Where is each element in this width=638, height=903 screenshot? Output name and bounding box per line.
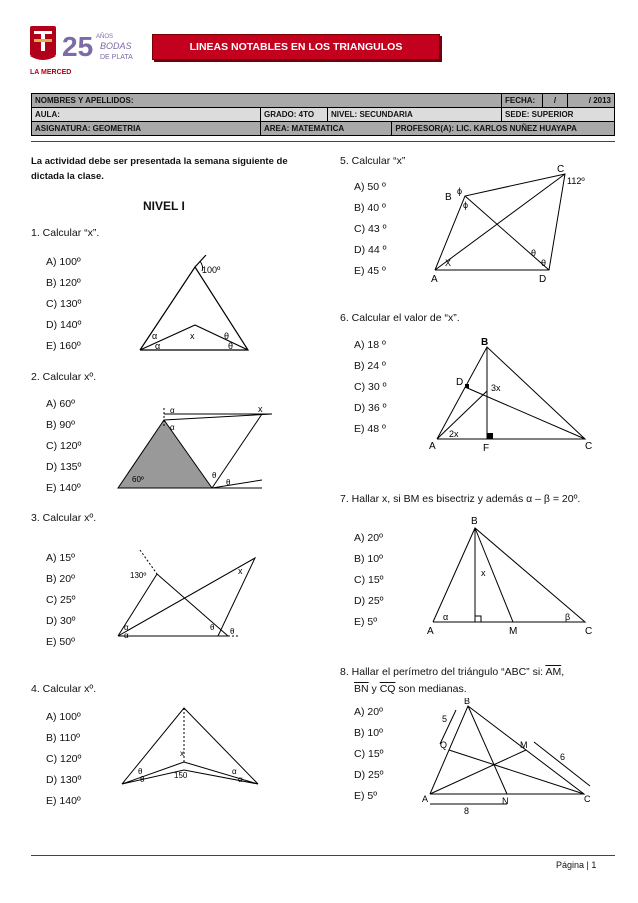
question-1: 1. Calcular “x”. <box>31 227 100 239</box>
svg-text:AÑOS: AÑOS <box>96 34 114 40</box>
svg-text:α: α <box>124 631 129 640</box>
svg-text:D: D <box>539 274 547 285</box>
svg-text:N: N <box>502 796 509 806</box>
page-separator: | <box>586 860 589 870</box>
q8-segment-cq: $\overline{CQ}$ <box>379 683 396 695</box>
q7-option-e[interactable]: E) 5º <box>354 616 378 628</box>
profesor-label: PROFESOR(A): LIC. KARLOS NUÑEZ HUAYAPA <box>392 122 615 136</box>
svg-text:A: A <box>429 441 436 452</box>
q5-option-b[interactable]: B) 40 º <box>354 202 386 214</box>
q6-option-a[interactable]: A) 18 º <box>354 339 386 351</box>
svg-text:C: C <box>557 164 565 175</box>
q3-option-e[interactable]: E) 50º <box>46 636 75 648</box>
student-info-table <box>31 93 615 136</box>
svg-text:3x: 3x <box>491 383 501 393</box>
svg-text:Q: Q <box>440 740 448 750</box>
q5-option-d[interactable]: D) 44 º <box>354 244 387 256</box>
nivel-title: NIVEL I <box>143 199 185 213</box>
svg-text:x: x <box>258 404 263 414</box>
q3-option-b[interactable]: B) 20º <box>46 573 75 585</box>
svg-text:A: A <box>427 626 434 637</box>
svg-text:130º: 130º <box>130 571 147 580</box>
q8-option-a[interactable]: A) 20º <box>354 706 383 718</box>
q8-text-part1: 8. Hallar el perímetro del triángulo “ABC” si: <box>340 666 544 678</box>
sede-label: SEDE: SUPERIOR <box>502 108 615 122</box>
q8-text-y: y <box>371 683 377 695</box>
q7-figure <box>425 512 600 637</box>
q3-option-d[interactable]: D) 30º <box>46 615 76 627</box>
q3-figure <box>110 550 265 642</box>
q5-option-e[interactable]: E) 45 º <box>354 265 386 277</box>
svg-text:M: M <box>520 740 528 750</box>
area-label: AREA: MATEMATICA <box>261 122 392 136</box>
footer-divider <box>31 855 615 856</box>
question-4: 4. Calcular xº. <box>31 683 97 695</box>
asignatura-label: ASIGNATURA: GEOMETRIA <box>32 122 261 136</box>
svg-text:α: α <box>232 767 237 776</box>
q8-figure <box>420 698 600 818</box>
aula-label: AULA: <box>32 108 261 122</box>
svg-text:C: C <box>585 626 593 637</box>
svg-text:θ: θ <box>210 623 215 632</box>
svg-text:100º: 100º <box>202 265 221 275</box>
svg-text:θ: θ <box>224 331 230 341</box>
svg-text:x: x <box>180 749 184 758</box>
q1-option-b[interactable]: B) 120º <box>46 277 81 289</box>
q6-option-c[interactable]: C) 30 º <box>354 381 387 393</box>
svg-text:B: B <box>471 516 478 527</box>
q4-option-c[interactable]: C) 120º <box>46 753 82 765</box>
page-num: 1 <box>591 860 597 870</box>
svg-text:α: α <box>170 423 175 432</box>
q2-option-e[interactable]: E) 140º <box>46 482 81 494</box>
q2-figure <box>112 400 277 495</box>
q4-option-b[interactable]: B) 110º <box>46 732 80 744</box>
q5-figure <box>425 160 600 285</box>
svg-text:6: 6 <box>560 752 566 762</box>
question-7: 7. Hallar x, si BM es bisectriz y además α – β = 20º. <box>340 493 581 505</box>
q8-option-b[interactable]: B) 10º <box>354 727 383 739</box>
q2-option-b[interactable]: B) 90º <box>46 419 75 431</box>
svg-text:θ: θ <box>541 258 547 268</box>
svg-text:LA MERCED: LA MERCED <box>30 69 72 76</box>
svg-text:DE PLATA: DE PLATA <box>100 54 133 61</box>
q8-option-c[interactable]: C) 15º <box>354 748 384 760</box>
svg-text:BODAS: BODAS <box>100 41 132 51</box>
q6-option-d[interactable]: D) 36 º <box>354 402 387 414</box>
q5-option-c[interactable]: C) 43 º <box>354 223 387 235</box>
question-2: 2. Calcular xº. <box>31 371 97 383</box>
svg-text:M: M <box>509 626 518 637</box>
q8-option-e[interactable]: E) 5º <box>354 790 378 802</box>
page-number <box>556 860 596 870</box>
q1-option-d[interactable]: D) 140º <box>46 319 82 331</box>
svg-text:x: x <box>481 568 486 578</box>
q8-option-d[interactable]: D) 25º <box>354 769 384 781</box>
page-label: Página <box>556 860 585 870</box>
svg-text:25: 25 <box>62 31 94 62</box>
svg-text:5: 5 <box>442 714 448 724</box>
intro-text: La actividad debe ser presentada la semana siguiente de dictada la clase. <box>31 156 288 182</box>
svg-text:x: x <box>190 331 195 341</box>
q6-option-e[interactable]: E) 48 º <box>354 423 386 435</box>
svg-text:θ: θ <box>212 471 217 480</box>
q6-figure <box>425 335 600 455</box>
svg-text:ϕ: ϕ <box>457 186 463 196</box>
svg-text:A: A <box>431 274 438 285</box>
q3-option-a[interactable]: A) 15º <box>46 552 75 564</box>
svg-text:θ: θ <box>140 775 145 784</box>
q7-option-a[interactable]: A) 20º <box>354 532 383 544</box>
q7-option-d[interactable]: D) 25º <box>354 595 384 607</box>
svg-text:B: B <box>481 337 489 348</box>
page-title: LINEAS NOTABLES EN LOS TRIANGULOS <box>152 34 440 60</box>
fecha-slash: / <box>543 94 568 108</box>
header-divider <box>31 141 615 142</box>
q1-figure <box>130 255 260 355</box>
q8-comma: , <box>561 666 565 678</box>
q5-option-a[interactable]: A) 50 º <box>354 181 386 193</box>
nivel-label: NIVEL: SECUNDARIA <box>328 108 502 122</box>
svg-text:β: β <box>565 612 571 622</box>
svg-text:α: α <box>170 406 175 415</box>
svg-text:X: X <box>445 258 452 268</box>
svg-text:B: B <box>445 192 452 203</box>
svg-text:θ: θ <box>230 627 235 636</box>
svg-text:A: A <box>422 794 429 804</box>
q2-option-d[interactable]: D) 135º <box>46 461 82 473</box>
q4-option-e[interactable]: E) 140º <box>46 795 81 807</box>
svg-text:150: 150 <box>174 771 188 780</box>
school-logo <box>28 22 143 87</box>
question-6: 6. Calcular el valor de “x”. <box>340 312 460 324</box>
svg-text:α: α <box>155 341 161 351</box>
q7-option-b[interactable]: B) 10º <box>354 553 383 565</box>
svg-text:D: D <box>456 377 464 388</box>
svg-text:ϕ: ϕ <box>463 200 469 210</box>
q1-option-e[interactable]: E) 160º <box>46 340 81 352</box>
question-3: 3. Calcular xº. <box>31 512 97 524</box>
q8-segment-bn: $\overline{BN}$ <box>354 683 369 695</box>
svg-text:C: C <box>585 441 593 452</box>
grado-label: GRADO: 4TO <box>261 108 328 122</box>
svg-text:C: C <box>584 794 591 804</box>
q1-option-c[interactable]: C) 130º <box>46 298 82 310</box>
q8-text-part2: son medianas. <box>398 683 467 695</box>
svg-text:112º: 112º <box>567 176 585 186</box>
q4-option-a[interactable]: A) 100º <box>46 711 81 723</box>
q7-option-c[interactable]: C) 15º <box>354 574 384 586</box>
q6-option-b[interactable]: B) 24 º <box>354 360 386 372</box>
svg-text:8: 8 <box>464 806 470 816</box>
svg-text:α: α <box>124 623 129 632</box>
fecha-year: / 2013 <box>568 94 615 108</box>
svg-text:θ: θ <box>531 248 537 258</box>
svg-text:α: α <box>238 775 243 784</box>
question-8 <box>340 664 618 698</box>
q2-option-c[interactable]: C) 120º <box>46 440 82 452</box>
svg-text:B: B <box>464 698 471 706</box>
q4-figure <box>116 704 264 790</box>
svg-text:θ: θ <box>226 478 231 487</box>
q3-option-c[interactable]: C) 25º <box>46 594 76 606</box>
svg-text:θ: θ <box>138 767 143 776</box>
svg-text:θ: θ <box>228 341 234 351</box>
nombres-label: NOMBRES Y APELLIDOS: <box>32 94 502 108</box>
svg-text:F: F <box>483 443 490 454</box>
question-5: 5. Calcular “x” <box>340 155 406 167</box>
svg-text:60º: 60º <box>132 475 144 484</box>
svg-text:α: α <box>443 612 449 622</box>
q2-option-a[interactable]: A) 60º <box>46 398 75 410</box>
q4-option-d[interactable]: D) 130º <box>46 774 82 786</box>
svg-text:α: α <box>152 331 158 341</box>
svg-text:2x: 2x <box>449 429 459 439</box>
svg-text:x: x <box>238 566 243 576</box>
fecha-label: FECHA: <box>502 94 543 108</box>
q1-option-a[interactable]: A) 100º <box>46 256 81 268</box>
q8-segment-am: $\overline{AM}$ <box>545 666 562 678</box>
